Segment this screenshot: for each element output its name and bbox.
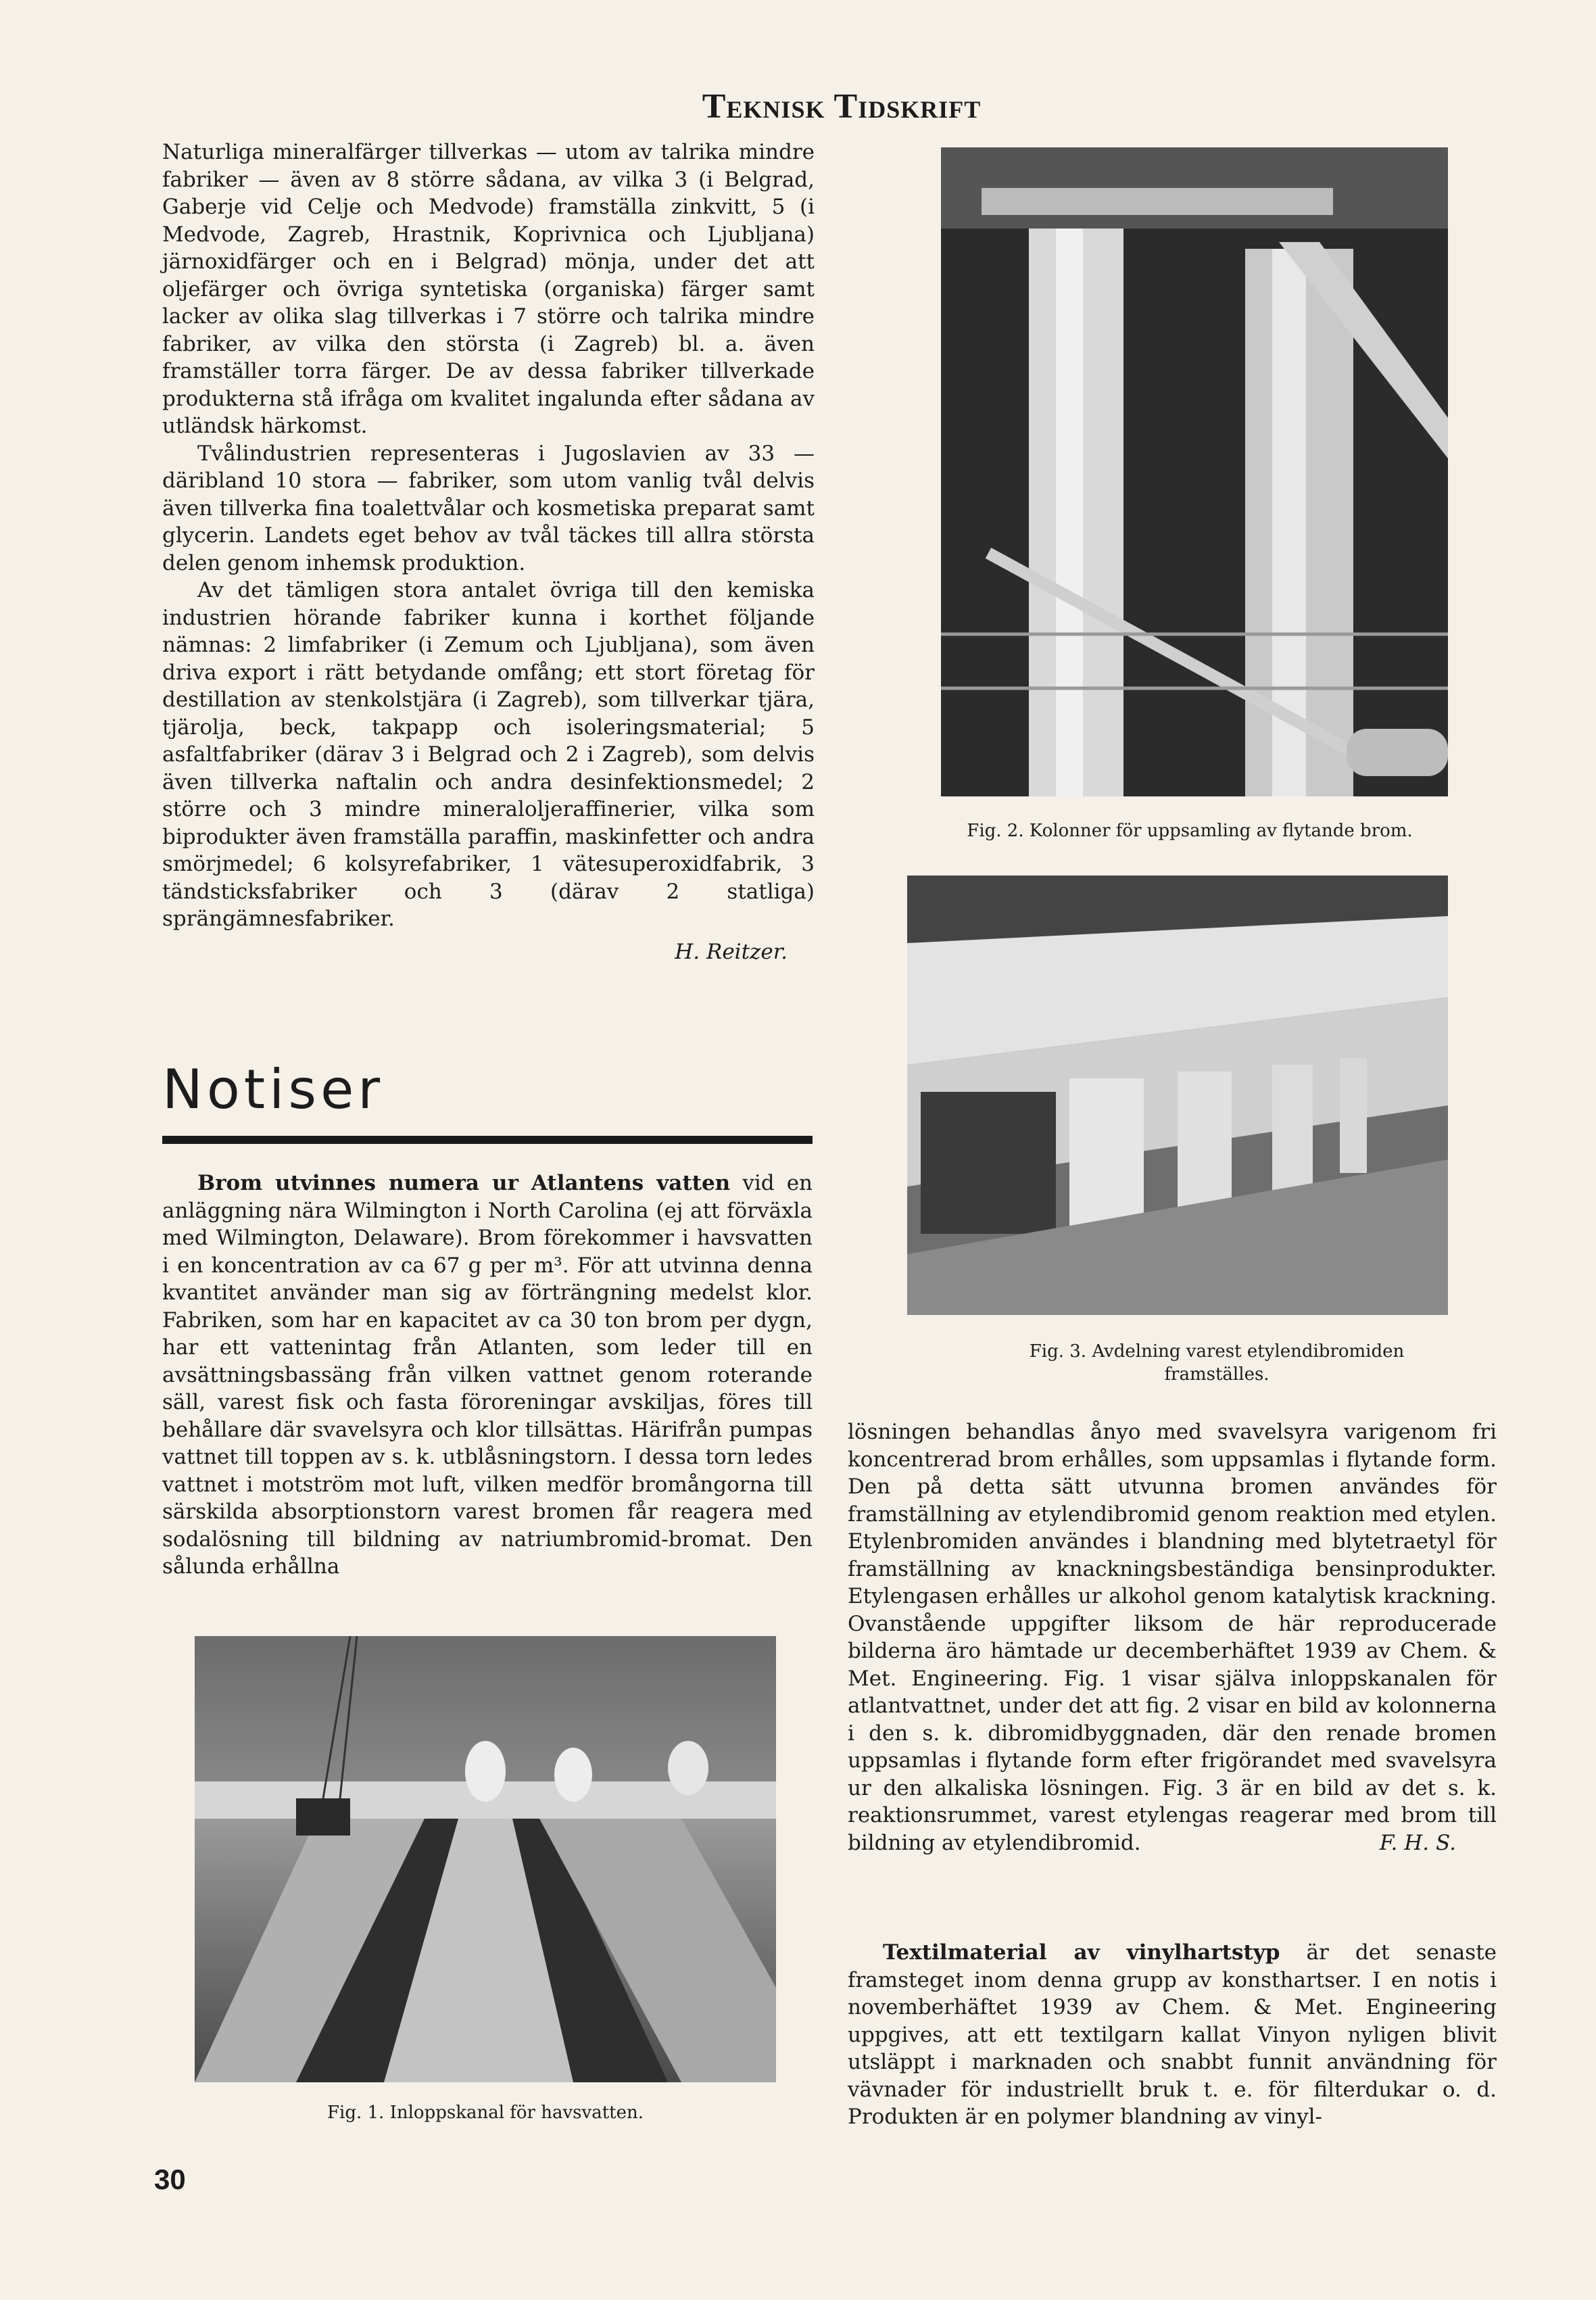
article-text: vid en anläggning nära Wilmington i North Carolina (ej att förväxla med Wilmington, Delaware). Brom förekommer i havsvatten i en koncentration av ca 67 g per m³. För att utvinna denna kvantitet använder man sig av förträngning medelst klor. Fabriken, som har en kapacitet av ca 30 ton brom per dygn, har ett vattenintag från Atlanten, som leder till en avsättningsbassäng från vilken vattnet genom roterande säll, varest fisk och fasta föroreningar avskiljas, föres till behållare där svavelsyra och klor tillsättas. Härifrån pumpas vattnet till toppen av s. k. utblåsningstorn. I dessa torn ledes vattnet i motström mot luft, vilken medför bromångorna till särskilda absorptionstorn varest bromen får reagera med sodalösning till bildning av natriumbromid-bromat. Den sålunda erhållna (162, 1171, 813, 1579)
paragraph: Av det tämligen stora antalet övriga till den kemiska industrien hörande fabriker kunna i korthet följande nämnas: 2 limfabriker (i Zemum och Ljubljana), som även driva export i rätt betydande omfång; ett stort företag för destillation av stenkolstjära (i Zagreb), som tillverkar tjära, tjärolja, beck, takpapp och isoleringsmaterial; 5 asfaltfabriker (därav 3 i Belgrad och 2 i Zagreb), som delvis även tillverka naftalin och andra desinfektionsmedel; 2 större och 3 mindre mineraloljeraffinerier, vilka som biprodukter även framställa paraffin, maskinfetter och andra smörjmedel; 6 kolsyrefabriker, 1 vätesuperoxidfabrik, 3 tändsticksfabriker och 3 (därav 2 statliga) sprängämnesfabriker. (162, 578, 815, 931)
author-signature: F. H. S. (1379, 1831, 1456, 1855)
author-signature: H. Reitzer. (675, 939, 788, 964)
brom-article (162, 1170, 813, 1581)
left-article (162, 139, 815, 965)
figure-2-photo (941, 147, 1448, 796)
brom-article-continued (848, 1418, 1497, 1857)
figure-3-photo (907, 876, 1448, 1315)
section-heading: Notiser (162, 1058, 385, 1121)
page-number: 30 (154, 2163, 186, 2195)
paragraph: Tvålindustrien representeras i Jugoslavien av 33 — däribland 10 stora — fabriker, som utom vanlig tvål delvis även tillverka fina toalettvålar och kosmetiska preparat samt glycerin. Landets eget behov av tvål täckes till allra största delen genom inhemsk produktion. (162, 441, 815, 575)
figure-2-caption: Fig. 2. Kolonner för uppsamling av flytande brom. (967, 821, 1413, 841)
journal-title: Teknisk Tidskrift (702, 87, 982, 126)
paragraph: Naturliga mineralfärger tillverkas — utom av talrika mindre fabriker — även av 8 större sådana, av vilka 3 (i Belgrad, Gaberje vid Celje och Medvode) framställa zinkvitt, 5 (i Medvode, Zagreb, Hrastnik, Koprivnica och Ljubljana) järnoxidfärger och en i Belgrad) mönja, under det att oljefärger och övriga syntetiska (organiska) färger samt lacker av olika slag tillverkas i 7 större och talrika mindre fabriker, av vilka den största (i Zagreb) bl. a. även framställer torra färger. De av dessa fabriker tillverkade produkterna stå ifråga om kvalitet ingalunda efter sådana av utländsk härkomst. (162, 140, 815, 438)
figure-3-caption: Fig. 3. Avdelning varest etylendibromiden framställes. (1029, 1341, 1405, 1385)
figure-1-caption: Fig. 1. Inloppskanal för havsvatten. (327, 2103, 644, 2123)
article-text: är det senaste framsteget inom denna grupp av konsthartser. I en notis i novemberhäftet 1939 av Chem. & Met. Engineering uppgives, att ett textilgarn kallat Vinyon nyligen blivit utsläppt i marknaden och snabbt funnit användning för vävnader för industriellt bruk t. e. för filterdukar o. d. Produkten är en polymer blandning av vinyl- (848, 1940, 1497, 2129)
figure-1-photo (195, 1636, 776, 2082)
article-lead: Brom utvinnes numera ur Atlantens vatten (197, 1171, 731, 1195)
heading-rule (162, 1136, 813, 1144)
article-text: lösningen behandlas ånyo med svavelsyra varigenom fri koncentrerad brom erhålles, som uppsamlas i flytande form. Den på detta sätt utvunna bromen användes för framställning av etylendibromid genom reaktion med etylen. Etylenbromiden användes i blandning med blytetraetyl för framställning av knackningsbeständiga bensinprodukter. Etylengasen erhålles ur alkohol genom katalytisk krackning. Ovanstående uppgifter liksom de här reproducerade bilderna äro hämtade ur decemberhäftet 1939 av Chem. & Met. Engineering. Fig. 1 visar själva inloppskanalen för atlantvattnet, under det att fig. 2 visar en bild av kolonnerna i den s. k. dibromidbyggnaden, där den renade bromen uppsamlas i flytande form efter frigörandet med svavelsyra ur den alkaliska lösningen. Fig. 3 är en bild av det s. k. reaktionsrummet, varest etylengas reagerar med brom till bildning av etylendibromid. (848, 1420, 1497, 1855)
textil-article (848, 1939, 1497, 2131)
article-lead: Textilmaterial av vinylhartstyp (883, 1940, 1280, 1965)
